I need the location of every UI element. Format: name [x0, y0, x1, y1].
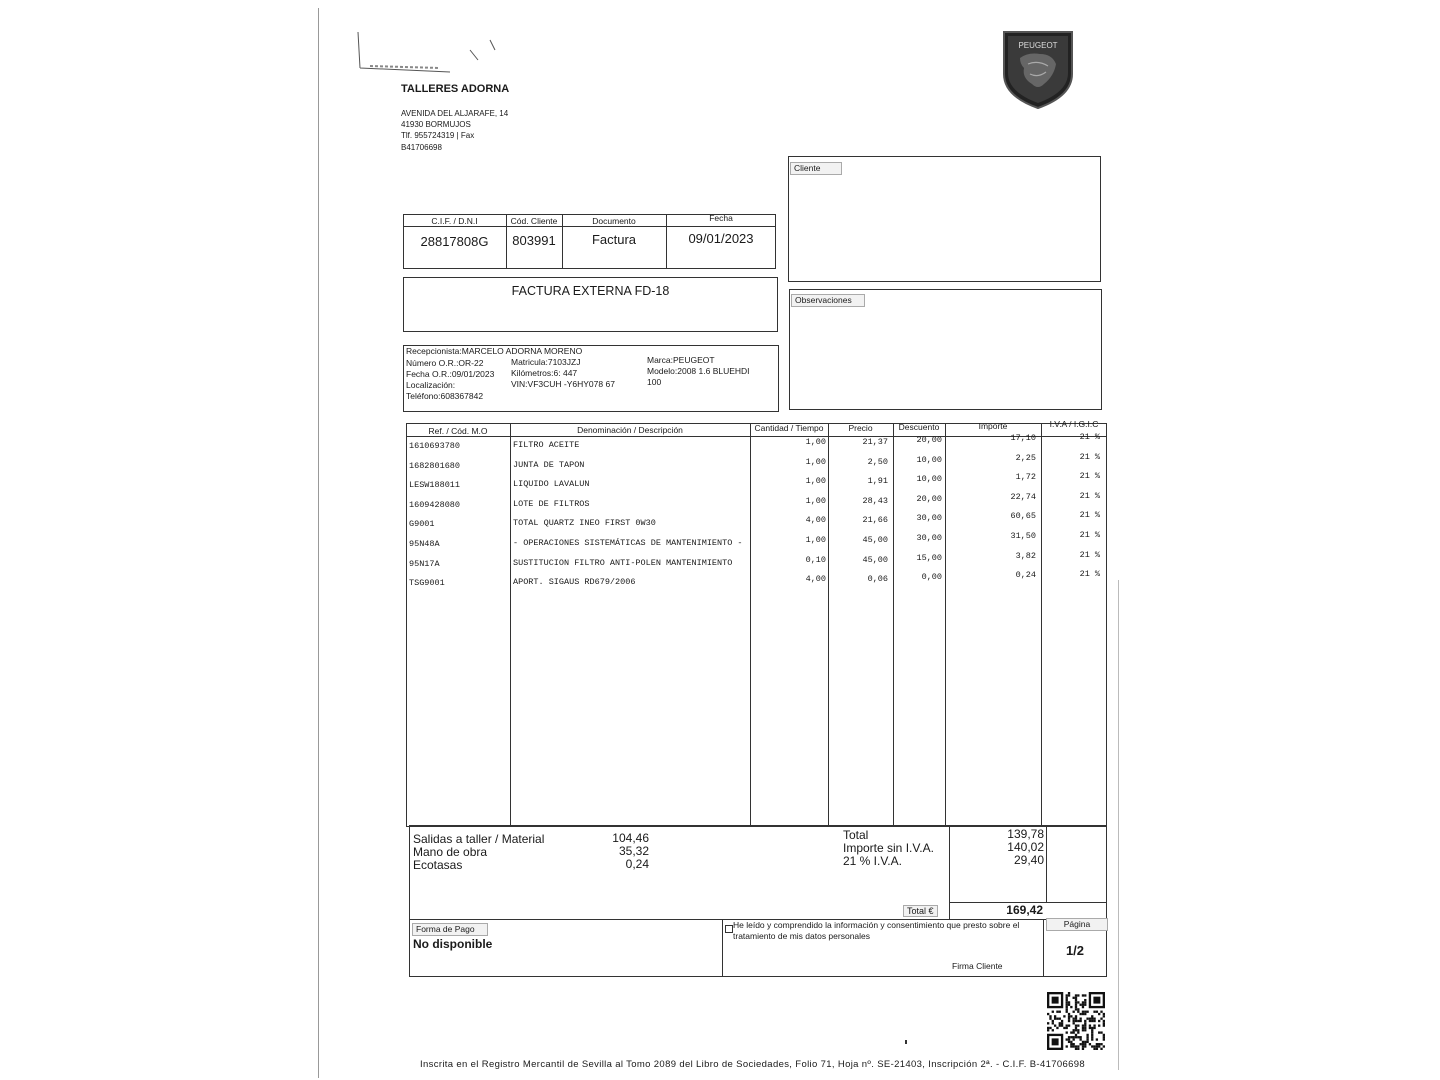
consent-text: He leído y comprendido la información y consentimiento que presto sobre el tratamiento de mis datos personales: [733, 920, 1020, 941]
col-disc: [895, 434, 942, 591]
item-qty: 1,00: [805, 495, 826, 506]
item-discount: 10,00: [916, 474, 942, 485]
payment-method-value: No disponible: [413, 937, 493, 951]
col-amount-header: Importe: [978, 421, 1008, 431]
scan-edge-right: [1118, 580, 1119, 1070]
item-qty: 4,00: [805, 515, 826, 526]
col-amount: [947, 432, 1036, 589]
item-vat: 21 %: [1079, 569, 1100, 580]
item-amount: 3,82: [1015, 550, 1036, 561]
scan-dot: [905, 1040, 907, 1044]
scan-scribble: [350, 30, 510, 80]
item-qty: 1,00: [805, 437, 826, 447]
salidas-value: 104,46: [612, 831, 649, 845]
ecotasas-label: Ecotasas: [413, 858, 463, 872]
client-code-label: Cód. Cliente: [510, 216, 558, 226]
cif-label: C.I.F. / D.N.I: [431, 216, 478, 226]
total-value: 139,78: [1007, 827, 1044, 841]
company-name: TALLERES ADORNA: [401, 83, 510, 95]
item-amount: 17,10: [1010, 433, 1036, 443]
or-date: Fecha O.R.:09/01/2023: [406, 369, 495, 379]
sin-iva-value: 140,02: [1007, 840, 1044, 854]
item-amount: 2,25: [1015, 452, 1036, 463]
col-price-header: Precio: [848, 423, 873, 433]
cif-value: 28817808G: [420, 234, 489, 249]
qr-code-icon: [1047, 992, 1105, 1050]
total-label: Total: [843, 828, 869, 842]
item-discount: 20,00: [916, 435, 942, 445]
item-amount: 1,72: [1015, 472, 1036, 483]
item-desc: APORT. SIGAUS RD679/2006: [513, 577, 636, 588]
page-label: Página: [1046, 918, 1108, 931]
plate: Matricula:7103JZJ: [511, 357, 581, 367]
or-number: Número O.R.:OR-22: [406, 358, 484, 368]
item-discount: 0,00: [921, 572, 942, 583]
item-vat: 21 %: [1079, 549, 1100, 560]
item-ref: 1609428080: [409, 499, 461, 510]
item-vat: 21 %: [1079, 451, 1100, 462]
payment-method-label: Forma de Pago: [412, 923, 488, 936]
item-desc: TOTAL QUARTZ INEO FIRST 0W30: [513, 518, 656, 529]
item-qty: 0,10: [805, 554, 826, 565]
scan-edge-left: [318, 8, 319, 1078]
item-price: 2,50: [867, 456, 888, 467]
item-desc: LOTE DE FILTROS: [513, 498, 590, 509]
col-qty-header: Cantidad / Tiempo: [754, 423, 824, 433]
item-price: 21,37: [862, 437, 888, 447]
item-amount: 31,50: [1010, 530, 1036, 541]
item-qty: 1,00: [805, 456, 826, 467]
item-desc: LIQUIDO LAVALUN: [513, 479, 590, 490]
item-discount: 10,00: [916, 454, 942, 465]
document-value: Factura: [591, 232, 637, 247]
logo-text: PEUGEOT: [1018, 41, 1058, 50]
mano-label: Mano de obra: [413, 845, 488, 859]
vin: VIN:VF3CUH -Y6HY078 67: [511, 379, 615, 389]
item-discount: 15,00: [916, 552, 942, 563]
item-price: 21,66: [862, 515, 888, 526]
item-price: 45,00: [862, 534, 888, 545]
item-qty: 4,00: [805, 574, 826, 585]
consent-checkbox[interactable]: [725, 925, 733, 933]
item-vat: 21 %: [1079, 471, 1100, 482]
item-amount: 0,24: [1015, 570, 1036, 581]
model-extra: 100: [647, 377, 662, 387]
item-ref: 95N17A: [409, 558, 440, 569]
model: Modelo:2008 1.6 BLUEHDI: [647, 366, 750, 376]
item-desc: JUNTA DE TAPON: [513, 459, 585, 470]
client-code-value: 803991: [512, 233, 556, 248]
item-vat: 21 %: [1079, 490, 1100, 501]
col-desc-header: Denominación / Descripción: [577, 425, 683, 435]
registry-text: Inscrita en el Registro Mercantil de Sevilla al Tomo 2089 del Libro de Sociedades, Folio 71, Hoja nº. SE-21403, Inscripción 2ª. - C.I.F. B-41706698: [420, 1059, 1086, 1070]
item-discount: 30,00: [916, 513, 942, 524]
mano-value: 35,32: [618, 844, 649, 858]
item-qty: 1,00: [805, 476, 826, 487]
date-value: 09/01/2023: [688, 231, 754, 246]
iva-label: 21 % I.V.A.: [843, 854, 902, 868]
col-vat: [1043, 431, 1100, 588]
item-ref: LESW188011: [409, 480, 461, 491]
kilometers: Kilómetros:6: 447: [511, 368, 578, 378]
peugeot-lion-logo-icon: [998, 24, 1078, 110]
client-label: Cliente: [790, 162, 842, 175]
item-desc: SUSTITUCION FILTRO ANTI-POLEN MANTENIMIENTO: [513, 557, 733, 568]
item-discount: 30,00: [916, 532, 942, 543]
item-ref: TSG9001: [409, 578, 445, 589]
item-discount: 20,00: [916, 493, 942, 504]
item-price: 0,06: [867, 574, 888, 585]
item-amount: 60,65: [1010, 511, 1036, 522]
item-amount: 22,74: [1010, 491, 1036, 502]
item-price: 45,00: [862, 554, 888, 565]
item-ref: 1610693780: [409, 441, 461, 451]
item-price: 1,91: [867, 476, 888, 487]
date-label: Fecha: [709, 213, 733, 223]
signature-label: Firma Cliente: [952, 961, 1003, 971]
item-ref: 95N48A: [409, 538, 440, 549]
item-price: 28,43: [862, 495, 888, 506]
iva-value: 29,40: [1013, 853, 1044, 867]
company-address: AVENIDA DEL ALJARAFE, 14: [401, 109, 509, 118]
receptionist: Recepcionista:MARCELO ADORNA MORENO: [406, 346, 583, 356]
company-city: 41930 BORMUJOS: [401, 120, 471, 129]
page-value: 1/2: [1065, 943, 1085, 958]
col-ref-header: Ref. / Cód. M.O: [428, 426, 488, 436]
ecotasas-value: 0,24: [625, 857, 649, 871]
company-cif: B41706698: [401, 143, 442, 152]
item-ref: G9001: [409, 519, 435, 530]
brand: Marca:PEUGEOT: [647, 355, 715, 365]
col-qty: [752, 436, 826, 593]
col-desc: [513, 439, 749, 596]
sin-iva-label: Importe sin I.V.A.: [843, 841, 934, 855]
col-ref: [409, 440, 509, 597]
observations-label: Observaciones: [791, 294, 865, 307]
document-label: Documento: [592, 216, 636, 226]
phone: Teléfono:608367842: [406, 391, 484, 401]
total-eur-value: 169,42: [1006, 903, 1043, 917]
col-price: [830, 436, 888, 593]
item-desc: - OPERACIONES SISTEMÁTICAS DE MANTENIMIENTO -: [513, 537, 743, 548]
total-eur-label: Total €: [903, 905, 938, 917]
col-vat-header: I.V.A / I.G.I.C: [1049, 419, 1099, 429]
document-title: FACTURA EXTERNA FD-18: [511, 284, 670, 298]
salidas-label: Salidas a taller / Material: [413, 832, 545, 846]
location: Localización:: [406, 380, 456, 390]
observations-box: [789, 289, 1102, 410]
item-qty: 1,00: [805, 534, 826, 545]
item-ref: 1682801680: [409, 460, 461, 471]
item-vat: 21 %: [1079, 510, 1100, 521]
col-disc-header: Descuento: [898, 422, 940, 432]
item-vat: 21 %: [1079, 529, 1100, 540]
item-vat: 21 %: [1079, 432, 1100, 442]
item-desc: FILTRO ACEITE: [513, 440, 580, 450]
company-phone: Tlf. 955724319 | Fax: [401, 131, 475, 140]
